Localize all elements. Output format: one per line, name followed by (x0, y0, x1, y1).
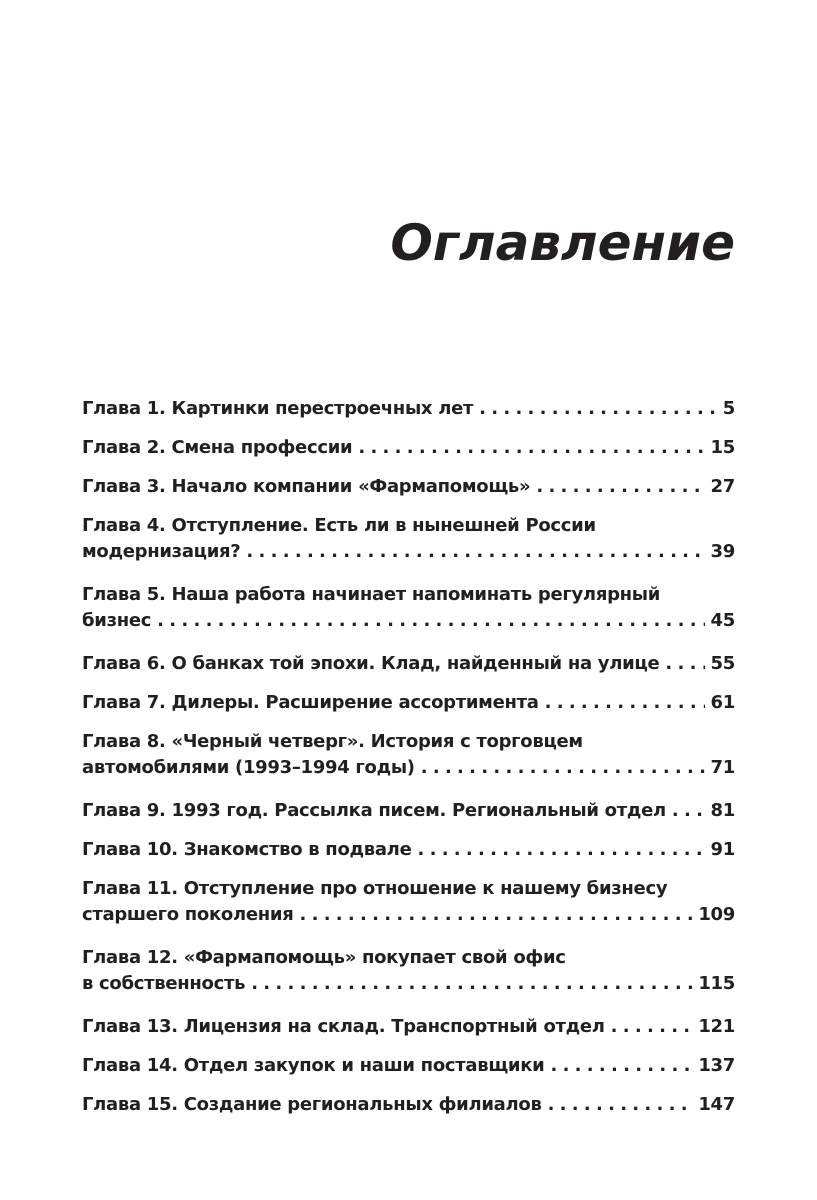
toc-entry-title-line: Глава 4. Отступление. Есть ли в нынешней России (82, 515, 596, 536)
toc-page-number: 5 (722, 398, 735, 419)
toc-entry-title: Глава 7. Дилеры. Расширение ассортимента (82, 692, 539, 713)
toc-entry-title: в собственность (82, 973, 246, 994)
toc-entry-title: Глава 3. Начало компании «Фармапомощь» (82, 476, 531, 497)
toc-entry-title: Глава 6. О банках той эпохи. Клад, найденный на улице (82, 653, 660, 674)
dot-leader (299, 902, 692, 928)
dot-leader (421, 755, 705, 781)
toc-page-number: 27 (710, 476, 735, 497)
dot-leader (545, 690, 705, 716)
page-title: Оглавление (390, 214, 735, 272)
toc-page-number: 81 (710, 800, 735, 821)
toc-entry-title: Глава 9. 1993 год. Рассылка писем. Региональный отдел (82, 800, 666, 821)
toc-entry-title: Глава 1. Картинки перестроечных лет (82, 398, 474, 419)
toc-entry-chapter-11 (82, 876, 735, 928)
dot-leader (672, 798, 705, 824)
toc-entry-chapter-10 (82, 837, 735, 863)
toc-entry-chapter-14 (82, 1053, 735, 1079)
toc-page-number: 91 (710, 839, 735, 860)
toc-page-number: 115 (698, 973, 735, 994)
toc-entry-chapter-7 (82, 690, 735, 716)
toc-entry-title: Глава 10. Знакомство в подвале (82, 839, 412, 860)
toc-entry-title: модернизация? (82, 541, 241, 562)
toc-entry-title: Глава 2. Смена профессии (82, 437, 353, 458)
dot-leader (251, 971, 692, 997)
toc-entry-title-line: Глава 8. «Черный четверг». История с торговцем (82, 731, 583, 752)
toc-entry-chapter-2 (82, 435, 735, 461)
toc-page-number: 15 (710, 437, 735, 458)
toc-page-number: 109 (698, 904, 735, 925)
toc-page-number: 121 (698, 1016, 735, 1037)
dot-leader (358, 435, 704, 461)
toc-page-number: 137 (698, 1055, 735, 1076)
toc-entry-chapter-5 (82, 582, 735, 634)
toc-page-number: 55 (710, 653, 735, 674)
dot-leader (246, 539, 704, 565)
dot-leader (536, 474, 704, 500)
toc-entry-chapter-3 (82, 474, 735, 500)
toc-page-number: 61 (710, 692, 735, 713)
toc-entry-title-line: Глава 11. Отступление про отношение к нашему бизнесу (82, 878, 668, 899)
toc-entry-chapter-9 (82, 798, 735, 824)
toc-entry-title-line: Глава 12. «Фармапомощь» покупает свой офис (82, 947, 566, 968)
toc-entry-chapter-15 (82, 1092, 735, 1118)
toc-entry-title: Глава 14. Отдел закупок и наши поставщики (82, 1055, 545, 1076)
dot-leader (548, 1092, 693, 1118)
toc-entry-title: автомобилями (1993–1994 годы) (82, 757, 415, 778)
toc-entry-title: Глава 13. Лицензия на склад. Транспортный отдел (82, 1016, 605, 1037)
table-of-contents (82, 396, 735, 1131)
dot-leader (417, 837, 704, 863)
toc-page-number: 39 (710, 541, 735, 562)
toc-entry-chapter-1 (82, 396, 735, 422)
toc-entry-title: старшего поколения (82, 904, 294, 925)
dot-leader (611, 1014, 693, 1040)
toc-page-number: 147 (698, 1094, 735, 1115)
toc-page-number: 45 (710, 610, 735, 631)
toc-entry-chapter-13 (82, 1014, 735, 1040)
dot-leader (157, 608, 704, 634)
dot-leader (550, 1053, 692, 1079)
toc-page-number: 71 (710, 757, 735, 778)
dot-leader (665, 651, 704, 677)
toc-entry-title: бизнес (82, 610, 152, 631)
toc-entry-chapter-12 (82, 945, 735, 997)
toc-entry-chapter-8 (82, 729, 735, 781)
toc-entry-title-line: Глава 5. Наша работа начинает напоминать регулярный (82, 584, 661, 605)
dot-leader (479, 396, 717, 422)
toc-entry-chapter-4 (82, 513, 735, 565)
toc-entry-chapter-6 (82, 651, 735, 677)
toc-entry-title: Глава 15. Создание региональных филиалов (82, 1094, 542, 1115)
